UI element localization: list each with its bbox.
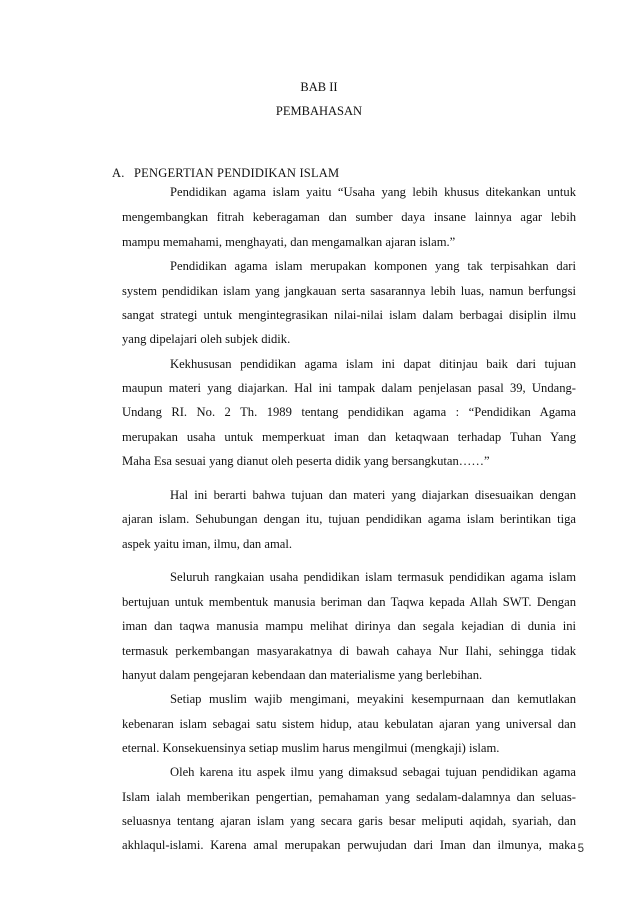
paragraph-line: Oleh karena itu aspek ilmu yang dimaksud sebagai tujuan pendidikan agama: [170, 765, 576, 779]
paragraph-line: Maha Esa sesuai yang dianut oleh peserta didik yang bersangkutan……”: [122, 454, 490, 468]
paragraph-line: seluasnya tentang ajaran islam yang secara garis besar meliputi aqidah, syariah, dan: [122, 814, 576, 828]
paragraph-line: maupun materi yang diajarkan. Hal ini tampak dalam penjelasan pasal 39, Undang-: [122, 381, 576, 395]
chapter-title: PEMBAHASAN: [275, 104, 363, 118]
paragraph-line: Hal ini berarti bahwa tujuan dan materi yang diajarkan disesuaikan dengan: [170, 488, 576, 502]
paragraph-line: Pendidikan agama islam merupakan komponen yang tak terpisahkan dari: [170, 259, 576, 273]
section-title: PENGERTIAN PENDIDIKAN ISLAM: [134, 166, 340, 180]
chapter-number: BAB II: [300, 80, 338, 94]
paragraph-line: yang dipelajari oleh subjek didik.: [122, 332, 291, 346]
paragraph-line: mengembangkan fitrah keberagaman dan sumber daya insane lainnya agar lebih: [122, 210, 576, 224]
paragraph-line: mampu memahami, menghayati, dan mengamalkan ajaran islam.”: [122, 235, 456, 249]
page-number: 5: [577, 843, 584, 855]
paragraph-line: Kekhususan pendidikan agama islam ini dapat ditinjau baik dari tujuan: [170, 357, 576, 371]
paragraph-line: ajaran islam. Sehubungan dengan itu, tujuan pendidikan agama islam berintikan tiga: [122, 512, 576, 526]
paragraph-line: Pendidikan agama islam yaitu “Usaha yang lebih khusus ditekankan untuk: [170, 185, 576, 199]
paragraph-line: system pendidikan islam yang jangkauan serta sasarannya lebih luas, namun berfungsi: [122, 284, 576, 298]
paragraph-line: Undang RI. No. 2 Th. 1989 tentang pendidikan agama : “Pendidikan Agama: [122, 405, 576, 419]
paragraph-line: iman dan taqwa manusia mampu melihat dirinya dan segala kejadian di dunia ini: [122, 619, 576, 633]
paragraph-line: termasuk perkembangan masyarakatnya di bawah cahaya Nur Ilahi, sehingga tidak: [122, 644, 576, 658]
paragraph-line: eternal. Konsekuensinya setiap muslim harus mengilmui (mengkaji) islam.: [122, 741, 500, 755]
section-heading: [112, 166, 339, 181]
paragraph-line: hanyut dalam pengejaran kebendaan dan materialisme yang berlebihan.: [122, 668, 483, 682]
paragraph-line: kebenaran islam sebagai satu sistem hidup, atau kebulatan ajaran yang universal dan: [122, 717, 576, 731]
paragraph-line: Setiap muslim wajib mengimani, meyakini kesempurnaan dan kemutlakan: [170, 692, 576, 706]
paragraph-line: merupakan usaha untuk memperkuat iman dan ketaqwaan terhadap Tuhan Yang: [122, 430, 576, 444]
paragraph-line: Islam ialah memberikan pengertian, pemahaman yang sedalam-dalamnya dan seluas-: [122, 790, 576, 804]
paragraph-line: aspek yaitu iman, ilmu, dan amal.: [122, 537, 292, 551]
paragraph-line: akhlaqul-islami. Karena amal merupakan perwujudan dari Iman dan ilmunya, maka: [122, 838, 576, 852]
paragraph-line: sangat strategi untuk mengintegrasikan nilai-nilai islam dalam berbagai disiplin ilmu: [122, 308, 576, 322]
section-label: A.: [112, 166, 125, 180]
paragraph-line: Seluruh rangkaian usaha pendidikan islam termasuk pendidikan agama islam: [170, 570, 576, 584]
paragraph-line: bertujuan untuk membentuk manusia beriman dan Taqwa kepada Allah SWT. Dengan: [122, 595, 576, 609]
